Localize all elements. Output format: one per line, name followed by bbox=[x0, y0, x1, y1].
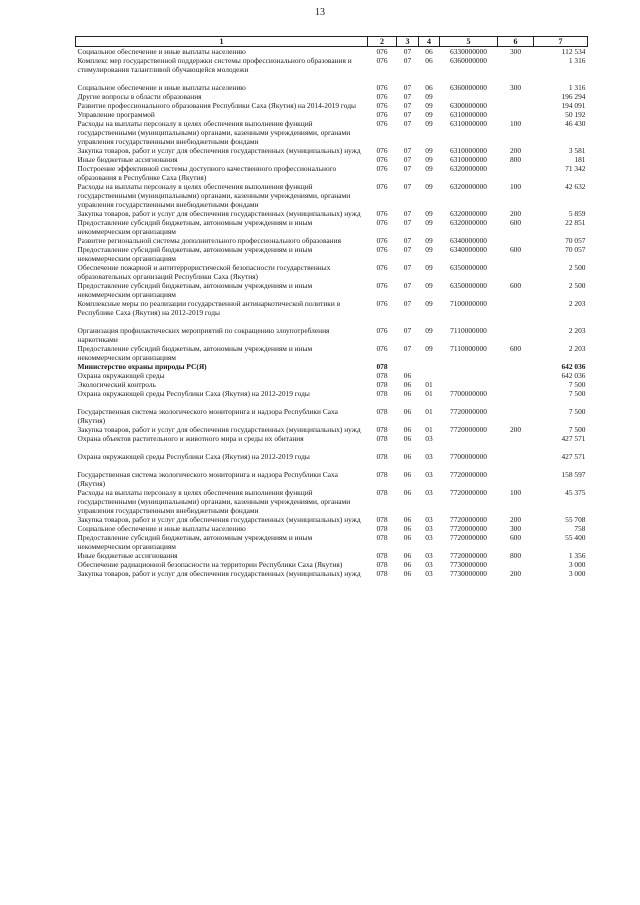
row-amount: 55 708 bbox=[565, 515, 586, 524]
table-row bbox=[76, 164, 588, 182]
row-name: Экологический контроль bbox=[77, 380, 156, 389]
row-ministry-code: 076 bbox=[376, 56, 388, 65]
row-amount: 50 192 bbox=[565, 110, 586, 119]
row-target-article: 6340000000 bbox=[450, 236, 487, 245]
row-target-article: 7720000000 bbox=[450, 524, 487, 533]
row-ministry-code: 076 bbox=[376, 209, 388, 218]
row-ministry-code: 076 bbox=[376, 218, 388, 227]
row-expense-type bbox=[498, 236, 534, 245]
table-row bbox=[76, 344, 588, 362]
table-row bbox=[76, 119, 588, 146]
row-expense-type: 600 bbox=[509, 344, 522, 353]
row-subsection: 09 bbox=[425, 344, 433, 353]
row-ministry-code: 076 bbox=[376, 344, 388, 353]
row-name: Управление программой bbox=[77, 110, 155, 119]
row-name: Предоставление субсидий бюджетным, автономным учреждениям и иным некоммерческим организациям bbox=[77, 344, 313, 362]
row-amount: 7 500 bbox=[568, 380, 586, 389]
row-section: 06 bbox=[403, 434, 412, 443]
row-name: Социальное обеспечение и иные выплаты населению bbox=[77, 47, 246, 56]
row-ministry-code: 078 bbox=[376, 488, 388, 497]
row-subsection: 03 bbox=[425, 488, 433, 497]
table-row bbox=[76, 146, 588, 155]
table-row bbox=[76, 425, 588, 434]
row-subsection: 03 bbox=[425, 515, 433, 524]
row-expense-type bbox=[498, 470, 534, 488]
table-row bbox=[76, 263, 588, 281]
row-target-article: 6350000000 bbox=[450, 263, 487, 272]
row-expense-type bbox=[498, 434, 534, 452]
row-subsection bbox=[419, 362, 440, 371]
row-name: Построение эффективной системы доступного качественного профессионального образования в Республике Саха (Якутия) bbox=[77, 164, 337, 182]
row-name: Предоставление субсидий бюджетным, автономным учреждениям и иным некоммерческим организациям bbox=[77, 533, 313, 551]
row-amount: 46 430 bbox=[565, 119, 586, 128]
row-name: Расходы на выплаты персоналу в целях обеспечения выполнения функций государственными (муниципальными) органами, казенными учреждениями, органами управления государственными внебюджетными фондами bbox=[77, 488, 351, 515]
row-subsection: 09 bbox=[425, 281, 433, 290]
row-target-article: 7720000000 bbox=[450, 533, 487, 542]
row-section: 07 bbox=[403, 344, 412, 353]
table-row bbox=[76, 281, 588, 299]
row-ministry-code: 076 bbox=[376, 236, 388, 245]
row-amount: 7 500 bbox=[568, 407, 586, 416]
table-row bbox=[76, 380, 588, 389]
row-expense-type bbox=[498, 299, 534, 326]
row-section: 06 bbox=[403, 533, 412, 542]
row-target-article: 7100000000 bbox=[450, 299, 487, 308]
row-amount: 427 571 bbox=[561, 452, 586, 461]
row-ministry-code: 076 bbox=[376, 92, 388, 101]
row-name: Закупка товаров, работ и услуг для обеспечения государственных (муниципальных) нужд bbox=[77, 425, 361, 434]
row-subsection: 06 bbox=[425, 56, 433, 65]
row-section: 07 bbox=[403, 245, 412, 254]
row-name: Комплекс мер государственной поддержки системы профессионального образования и стимулирования талантливой обучающейся молодежи bbox=[77, 56, 352, 74]
row-expense-type: 300 bbox=[509, 47, 522, 56]
row-subsection: 03 bbox=[425, 434, 433, 443]
row-name: Развитие региональной системы дополнительного профессионального образования bbox=[77, 236, 341, 245]
budget-table bbox=[75, 36, 588, 578]
row-target-article: 6310000000 bbox=[450, 155, 487, 164]
table-row bbox=[76, 470, 588, 488]
row-ministry-code: 076 bbox=[376, 164, 388, 173]
row-section: 06 bbox=[403, 425, 412, 434]
row-target-article: 6300000000 bbox=[450, 101, 487, 110]
row-section: 06 bbox=[403, 524, 412, 533]
table-row bbox=[76, 560, 588, 569]
row-expense-type bbox=[498, 371, 534, 380]
row-section: 07 bbox=[403, 83, 412, 92]
row-ministry-code: 076 bbox=[376, 47, 388, 56]
row-expense-type: 600 bbox=[509, 281, 522, 290]
row-expense-type bbox=[498, 362, 534, 371]
row-expense-type: 300 bbox=[509, 83, 522, 92]
row-subsection: 09 bbox=[425, 236, 433, 245]
row-amount: 1 316 bbox=[568, 56, 586, 65]
table-row bbox=[76, 101, 588, 110]
table-row bbox=[76, 209, 588, 218]
row-subsection: 09 bbox=[425, 155, 433, 164]
row-target-article: 7730000000 bbox=[450, 569, 487, 578]
row-name: Охрана объектов растительного и животного мира и среды их обитания bbox=[77, 434, 304, 443]
row-ministry-code: 078 bbox=[376, 470, 388, 479]
row-section: 07 bbox=[403, 146, 412, 155]
table-row bbox=[76, 488, 588, 515]
row-section: 06 bbox=[403, 488, 412, 497]
row-subsection: 09 bbox=[425, 119, 433, 128]
row-target-article: 7110000000 bbox=[450, 326, 487, 335]
row-target-article: 7720000000 bbox=[450, 407, 487, 416]
row-ministry-code: 078 bbox=[376, 533, 388, 542]
row-name: Организация профилактических мероприятий по сокращению злоупотребления наркотиками bbox=[77, 326, 330, 344]
table-row bbox=[76, 299, 588, 326]
row-expense-type: 100 bbox=[509, 182, 522, 191]
row-expense-type bbox=[498, 263, 534, 281]
row-target-article bbox=[440, 380, 498, 389]
row-ministry-code: 078 bbox=[376, 569, 388, 578]
table-row bbox=[76, 236, 588, 245]
row-subsection: 09 bbox=[425, 299, 433, 308]
row-ministry-code: 076 bbox=[376, 263, 388, 272]
row-amount: 196 294 bbox=[561, 92, 586, 101]
row-subsection: 09 bbox=[425, 101, 433, 110]
row-subsection: 01 bbox=[425, 425, 433, 434]
row-target-article: 7720000000 bbox=[450, 488, 487, 497]
row-subsection: 09 bbox=[425, 326, 433, 335]
row-name: Расходы на выплаты персоналу в целях обеспечения выполнения функций государственными (муниципальными) органами, казенными учреждениями, органами управления государственными внебюджетными фондами bbox=[77, 119, 351, 146]
table-row bbox=[76, 524, 588, 533]
row-section: 07 bbox=[403, 209, 412, 218]
row-expense-type bbox=[498, 101, 534, 110]
row-section: 07 bbox=[403, 218, 412, 227]
row-name: Социальное обеспечение и иные выплаты населению bbox=[77, 524, 246, 533]
row-expense-type: 200 bbox=[509, 515, 522, 524]
table-row bbox=[76, 407, 588, 425]
row-subsection: 01 bbox=[425, 380, 433, 389]
row-ministry-code: 078 bbox=[376, 380, 388, 389]
row-amount: 112 534 bbox=[561, 47, 586, 56]
row-section: 07 bbox=[403, 281, 412, 290]
row-section: 06 bbox=[403, 389, 412, 398]
row-section: 06 bbox=[403, 515, 412, 524]
row-expense-type bbox=[498, 110, 534, 119]
row-section bbox=[397, 362, 419, 371]
table-row bbox=[76, 551, 588, 560]
header-col-7: 7 bbox=[534, 37, 588, 47]
row-expense-type bbox=[498, 56, 534, 83]
row-target-article: 6310000000 bbox=[450, 119, 487, 128]
row-target-article bbox=[440, 362, 498, 371]
row-expense-type bbox=[498, 452, 534, 470]
row-amount: 1 316 bbox=[568, 83, 586, 92]
row-subsection: 03 bbox=[425, 524, 433, 533]
row-name: Социальное обеспечение и иные выплаты населению bbox=[77, 83, 246, 92]
header-col-5: 5 bbox=[440, 37, 498, 47]
row-ministry-code: 076 bbox=[376, 110, 388, 119]
row-target-article bbox=[440, 92, 498, 101]
row-name: Государственная система экологического мониторинга и надзора Республики Саха (Якутия) bbox=[77, 470, 338, 488]
row-amount: 194 091 bbox=[561, 101, 586, 110]
row-amount: 71 342 bbox=[565, 164, 586, 173]
row-amount: 70 057 bbox=[565, 236, 586, 245]
row-ministry-code: 076 bbox=[376, 281, 388, 290]
row-amount: 1 356 bbox=[568, 551, 586, 560]
row-section: 06 bbox=[403, 371, 412, 380]
row-subsection: 03 bbox=[425, 470, 433, 479]
row-amount: 2 500 bbox=[568, 281, 586, 290]
row-section: 07 bbox=[403, 47, 412, 56]
row-amount: 2 500 bbox=[568, 263, 586, 272]
row-name: Предоставление субсидий бюджетным, автономным учреждениям и иным некоммерческим организациям bbox=[77, 281, 313, 299]
row-ministry-code: 078 bbox=[376, 551, 388, 560]
row-section: 06 bbox=[403, 407, 412, 416]
row-expense-type: 200 bbox=[509, 209, 522, 218]
row-amount: 642 036 bbox=[561, 362, 586, 371]
row-name: Охрана окружающей среды Республики Саха (Якутия) на 2012-2019 годы bbox=[77, 452, 310, 461]
row-expense-type: 200 bbox=[509, 425, 522, 434]
row-expense-type bbox=[498, 380, 534, 389]
row-target-article: 6310000000 bbox=[450, 146, 487, 155]
table-row bbox=[76, 515, 588, 524]
row-amount: 2 203 bbox=[568, 326, 586, 335]
row-target-article: 6320000000 bbox=[450, 164, 487, 173]
row-ministry-code: 076 bbox=[376, 155, 388, 164]
row-name: Комплексные меры по реализации государственной антинаркотической политики в Республике Саха (Якутия) на 2012-2019 годы bbox=[77, 299, 341, 317]
row-expense-type: 100 bbox=[509, 119, 522, 128]
row-ministry-code: 078 bbox=[376, 524, 388, 533]
row-ministry-code: 078 bbox=[376, 371, 388, 380]
row-name: Предоставление субсидий бюджетным, автономным учреждениям и иным некоммерческим организациям bbox=[77, 218, 313, 236]
row-ministry-code: 076 bbox=[376, 119, 388, 128]
row-ministry-code: 078 bbox=[376, 560, 388, 569]
row-ministry-code: 078 bbox=[376, 452, 388, 461]
row-subsection: 03 bbox=[425, 533, 433, 542]
row-expense-type: 800 bbox=[509, 551, 522, 560]
table-row bbox=[76, 110, 588, 119]
row-amount: 70 057 bbox=[565, 245, 586, 254]
row-name: Развитие профессионального образования Республики Саха (Якутия) на 2014-2019 годы bbox=[77, 101, 356, 110]
row-section: 07 bbox=[403, 155, 412, 164]
table-row bbox=[76, 452, 588, 470]
row-subsection: 09 bbox=[425, 218, 433, 227]
row-target-article: 7730000000 bbox=[450, 560, 487, 569]
row-expense-type: 200 bbox=[509, 146, 522, 155]
row-name: Министерство охраны природы РС(Я) bbox=[77, 362, 207, 371]
row-section: 07 bbox=[403, 119, 412, 128]
table-row bbox=[76, 92, 588, 101]
row-section: 07 bbox=[403, 299, 412, 308]
table-row bbox=[76, 362, 588, 371]
row-section: 06 bbox=[403, 470, 412, 479]
row-amount: 427 571 bbox=[561, 434, 586, 443]
header-col-3: 3 bbox=[397, 37, 419, 47]
row-expense-type bbox=[498, 164, 534, 182]
row-expense-type: 600 bbox=[509, 218, 522, 227]
row-subsection: 09 bbox=[425, 110, 433, 119]
row-ministry-code: 078 bbox=[376, 407, 388, 416]
row-section: 07 bbox=[403, 101, 412, 110]
row-expense-type bbox=[498, 560, 534, 569]
row-expense-type: 300 bbox=[509, 524, 522, 533]
row-subsection: 03 bbox=[425, 560, 433, 569]
row-expense-type: 600 bbox=[509, 533, 522, 542]
row-subsection: 09 bbox=[425, 92, 433, 101]
row-name: Предоставление субсидий бюджетным, автономным учреждениям и иным некоммерческим организациям bbox=[77, 245, 313, 263]
row-subsection: 09 bbox=[425, 182, 433, 191]
row-target-article: 6360000000 bbox=[450, 56, 487, 65]
row-amount: 42 632 bbox=[565, 182, 586, 191]
row-amount: 642 036 bbox=[561, 371, 586, 380]
row-target-article: 7110000000 bbox=[450, 344, 487, 353]
row-amount: 45 375 bbox=[565, 488, 586, 497]
row-ministry-code: 078 bbox=[376, 515, 388, 524]
row-name: Обеспечение радиационной безопасности на территории Республики Саха (Якутия) bbox=[77, 560, 343, 569]
row-target-article: 7700000000 bbox=[450, 452, 487, 461]
row-amount: 3 000 bbox=[568, 569, 586, 578]
row-ministry-code: 076 bbox=[376, 245, 388, 254]
row-target-article bbox=[440, 371, 498, 380]
row-ministry-code: 078 bbox=[376, 425, 388, 434]
header-col-2: 2 bbox=[368, 37, 397, 47]
row-name: Другие вопросы в области образования bbox=[77, 92, 202, 101]
row-ministry-code: 076 bbox=[376, 83, 388, 92]
header-col-6: 6 bbox=[498, 37, 534, 47]
row-subsection: 09 bbox=[425, 263, 433, 272]
row-target-article: 6320000000 bbox=[450, 218, 487, 227]
table-row bbox=[76, 83, 588, 92]
row-subsection: 03 bbox=[425, 569, 433, 578]
row-ministry-code: 076 bbox=[376, 326, 388, 335]
table-header-row bbox=[76, 37, 588, 47]
row-subsection: 06 bbox=[425, 47, 433, 56]
row-amount: 7 500 bbox=[568, 389, 586, 398]
table-row bbox=[76, 56, 588, 83]
row-amount: 2 203 bbox=[568, 344, 586, 353]
row-name: Иные бюджетные ассигнования bbox=[77, 155, 178, 164]
row-expense-type: 600 bbox=[509, 245, 522, 254]
row-amount: 5 859 bbox=[568, 209, 586, 218]
header-col-1: 1 bbox=[76, 37, 368, 47]
row-subsection: 01 bbox=[425, 389, 433, 398]
row-name: Иные бюджетные ассигнования bbox=[77, 551, 178, 560]
row-name: Расходы на выплаты персоналу в целях обеспечения выполнения функций государственными (муниципальными) органами, казенными учреждениями, органами управления государственными внебюджетными фондами bbox=[77, 182, 351, 209]
row-amount: 758 bbox=[574, 524, 586, 533]
row-section: 07 bbox=[403, 263, 412, 272]
row-section: 07 bbox=[403, 164, 412, 173]
row-section: 06 bbox=[403, 560, 412, 569]
row-target-article: 7720000000 bbox=[450, 551, 487, 560]
row-subsection: 03 bbox=[425, 452, 433, 461]
row-amount: 55 400 bbox=[565, 533, 586, 542]
row-section: 07 bbox=[403, 326, 412, 335]
row-ministry-code: 076 bbox=[376, 146, 388, 155]
row-section: 07 bbox=[403, 236, 412, 245]
table-row bbox=[76, 569, 588, 578]
table-row bbox=[76, 47, 588, 57]
row-target-article: 6320000000 bbox=[450, 209, 487, 218]
row-name: Охрана окружающей среды Республики Саха (Якутия) на 2012-2019 годы bbox=[77, 389, 310, 398]
row-target-article: 7720000000 bbox=[450, 515, 487, 524]
table-row bbox=[76, 182, 588, 209]
table-row bbox=[76, 389, 588, 407]
row-subsection: 03 bbox=[425, 551, 433, 560]
row-name: Охрана окружающей среды bbox=[77, 371, 165, 380]
row-ministry-code: 078 bbox=[376, 434, 388, 443]
row-section: 06 bbox=[403, 569, 412, 578]
table-row bbox=[76, 371, 588, 380]
row-name: Обеспечение пожарной и антитеррористической безопасности государственных образовательных организаций Республики Саха (Якутия) bbox=[77, 263, 331, 281]
row-section: 07 bbox=[403, 56, 412, 65]
row-subsection: 09 bbox=[425, 146, 433, 155]
row-target-article: 6310000000 bbox=[450, 110, 487, 119]
row-expense-type: 200 bbox=[509, 569, 522, 578]
row-target-article: 7720000000 bbox=[450, 470, 487, 479]
row-target-article: 7720000000 bbox=[450, 425, 487, 434]
row-expense-type bbox=[498, 407, 534, 425]
row-subsection: 09 bbox=[425, 164, 433, 173]
row-expense-type: 800 bbox=[509, 155, 522, 164]
row-target-article: 7700000000 bbox=[450, 389, 487, 398]
row-ministry-code: 078 bbox=[376, 362, 388, 371]
row-ministry-code: 078 bbox=[376, 389, 388, 398]
row-target-article: 6330000000 bbox=[450, 47, 487, 56]
header-col-4: 4 bbox=[419, 37, 440, 47]
row-section: 06 bbox=[403, 380, 412, 389]
row-expense-type bbox=[498, 92, 534, 101]
row-section: 07 bbox=[403, 182, 412, 191]
row-expense-type bbox=[498, 326, 534, 344]
row-amount: 3 000 bbox=[568, 560, 586, 569]
row-subsection bbox=[419, 371, 440, 380]
row-subsection: 09 bbox=[425, 245, 433, 254]
row-subsection: 01 bbox=[425, 407, 433, 416]
table-row bbox=[76, 218, 588, 236]
row-amount: 158 597 bbox=[561, 470, 586, 479]
row-amount: 7 500 bbox=[568, 425, 586, 434]
row-amount: 3 581 bbox=[568, 146, 586, 155]
row-name: Закупка товаров, работ и услуг для обеспечения государственных (муниципальных) нужд bbox=[77, 515, 361, 524]
row-subsection: 09 bbox=[425, 209, 433, 218]
table-row bbox=[76, 155, 588, 164]
row-section: 07 bbox=[403, 110, 412, 119]
row-expense-type: 100 bbox=[509, 488, 522, 497]
row-name: Закупка товаров, работ и услуг для обеспечения государственных (муниципальных) нужд bbox=[77, 209, 361, 218]
row-name: Государственная система экологического мониторинга и надзора Республики Саха (Якутия) bbox=[77, 407, 338, 425]
table-row bbox=[76, 245, 588, 263]
table-row bbox=[76, 533, 588, 551]
row-amount: 181 bbox=[574, 155, 586, 164]
row-ministry-code: 076 bbox=[376, 299, 388, 308]
row-section: 06 bbox=[403, 452, 412, 461]
row-amount: 22 851 bbox=[565, 218, 586, 227]
row-ministry-code: 076 bbox=[376, 101, 388, 110]
row-target-article bbox=[440, 434, 498, 452]
row-name: Закупка товаров, работ и услуг для обеспечения государственных (муниципальных) нужд bbox=[77, 569, 361, 578]
row-target-article: 6360000000 bbox=[450, 83, 487, 92]
row-target-article: 6350000000 bbox=[450, 281, 487, 290]
row-section: 07 bbox=[403, 92, 412, 101]
table-row bbox=[76, 326, 588, 344]
row-ministry-code: 076 bbox=[376, 182, 388, 191]
row-amount: 2 203 bbox=[568, 299, 586, 308]
row-name: Закупка товаров, работ и услуг для обеспечения государственных (муниципальных) нужд bbox=[77, 146, 361, 155]
row-expense-type bbox=[498, 389, 534, 407]
row-subsection: 06 bbox=[425, 83, 433, 92]
table-row bbox=[76, 434, 588, 452]
row-target-article: 6340000000 bbox=[450, 245, 487, 254]
row-section: 06 bbox=[403, 551, 412, 560]
row-target-article: 6320000000 bbox=[450, 182, 487, 191]
page-number: 13 bbox=[315, 7, 325, 18]
